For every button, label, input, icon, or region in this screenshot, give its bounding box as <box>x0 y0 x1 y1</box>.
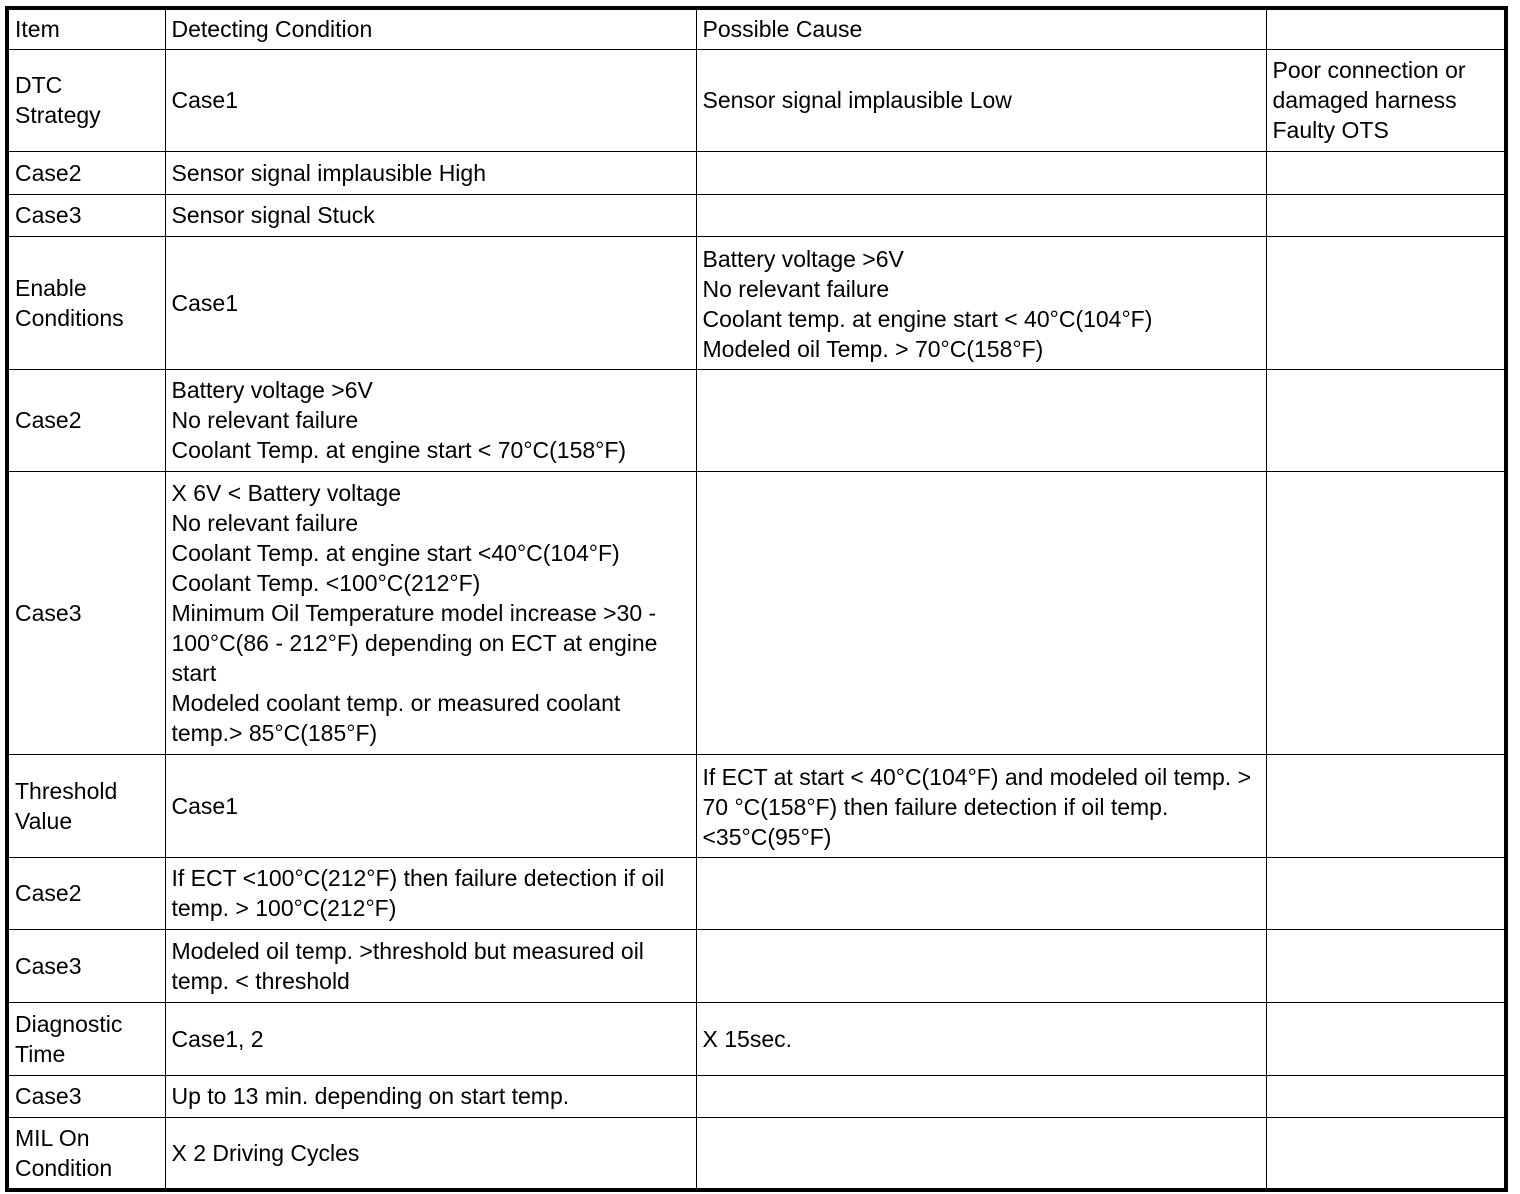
table-cell <box>1266 194 1506 236</box>
table-cell: Threshold Value <box>7 754 165 857</box>
dtc-table <box>5 6 1508 1192</box>
table-cell <box>1266 1075 1506 1117</box>
header-extra <box>1266 8 1506 49</box>
table-cell <box>1266 754 1506 857</box>
table-cell: Case3 <box>7 471 165 754</box>
table-cell: MIL On Condition <box>7 1117 165 1190</box>
table-cell <box>1266 236 1506 369</box>
table-cell: Case2 <box>7 151 165 194</box>
table-row <box>7 1075 1506 1117</box>
table-cell: Up to 13 min. depending on start temp. <box>165 1075 696 1117</box>
table-row <box>7 1002 1506 1075</box>
table-row <box>7 49 1506 151</box>
table-cell: Battery voltage >6V No relevant failure Coolant temp. at engine start < 40°C(104°F) Modeled oil Temp. > 70°C(158°F) <box>696 236 1266 369</box>
table-cell: Diagnostic Time <box>7 1002 165 1075</box>
table-cell: Enable Conditions <box>7 236 165 369</box>
dtc-table-container <box>5 6 1508 1192</box>
table-cell: If ECT <100°C(212°F) then failure detection if oil temp. > 100°C(212°F) <box>165 857 696 929</box>
table-cell <box>696 1075 1266 1117</box>
table-cell <box>696 151 1266 194</box>
table-cell <box>696 471 1266 754</box>
table-cell: Poor connection or damaged harness Faulty OTS <box>1266 49 1506 151</box>
table-cell: Case1, 2 <box>165 1002 696 1075</box>
table-cell: Sensor signal Stuck <box>165 194 696 236</box>
table-cell: Sensor signal implausible Low <box>696 49 1266 151</box>
table-row <box>7 1117 1506 1190</box>
table-cell <box>1266 471 1506 754</box>
table-cell: X 2 Driving Cycles <box>165 1117 696 1190</box>
table-row <box>7 857 1506 929</box>
table-cell <box>1266 1117 1506 1190</box>
table-cell <box>696 369 1266 471</box>
table-cell: X 6V < Battery voltage No relevant failure Coolant Temp. at engine start <40°C(104°F) Coolant Temp. <100°C(212°F) Minimum Oil Temperature model increase >30 - 100°C(86 - 212°F) depending on ECT at engine start Modeled coolant temp. or measured coolant temp.> 85°C(185°F) <box>165 471 696 754</box>
table-cell <box>1266 1002 1506 1075</box>
table-cell: DTC Strategy <box>7 49 165 151</box>
table-cell: Sensor signal implausible High <box>165 151 696 194</box>
table-cell: Case3 <box>7 194 165 236</box>
table-cell: Case3 <box>7 929 165 1002</box>
table-row <box>7 236 1506 369</box>
table-cell: Case1 <box>165 49 696 151</box>
table-cell: Modeled oil temp. >threshold but measured oil temp. < threshold <box>165 929 696 1002</box>
table-cell: Case1 <box>165 236 696 369</box>
table-cell <box>696 1117 1266 1190</box>
table-cell <box>696 194 1266 236</box>
table-cell: Case3 <box>7 1075 165 1117</box>
table-cell: Case2 <box>7 857 165 929</box>
table-cell <box>696 929 1266 1002</box>
table-cell: Case1 <box>165 754 696 857</box>
table-row <box>7 194 1506 236</box>
table-cell: Battery voltage >6V No relevant failure Coolant Temp. at engine start < 70°C(158°F) <box>165 369 696 471</box>
table-cell <box>1266 151 1506 194</box>
header-possible-cause: Possible Cause <box>696 8 1266 49</box>
table-cell <box>696 857 1266 929</box>
table-row <box>7 471 1506 754</box>
table-row <box>7 151 1506 194</box>
table-cell <box>1266 857 1506 929</box>
table-cell: Case2 <box>7 369 165 471</box>
table-cell <box>1266 929 1506 1002</box>
table-header-row <box>7 8 1506 49</box>
table-cell <box>1266 369 1506 471</box>
table-row <box>7 754 1506 857</box>
table-row <box>7 369 1506 471</box>
header-item: Item <box>7 8 165 49</box>
table-cell: X 15sec. <box>696 1002 1266 1075</box>
table-row <box>7 929 1506 1002</box>
header-detecting-condition: Detecting Condition <box>165 8 696 49</box>
table-cell: If ECT at start < 40°C(104°F) and modeled oil temp. > 70 °C(158°F) then failure detection if oil temp. <35°C(95°F) <box>696 754 1266 857</box>
